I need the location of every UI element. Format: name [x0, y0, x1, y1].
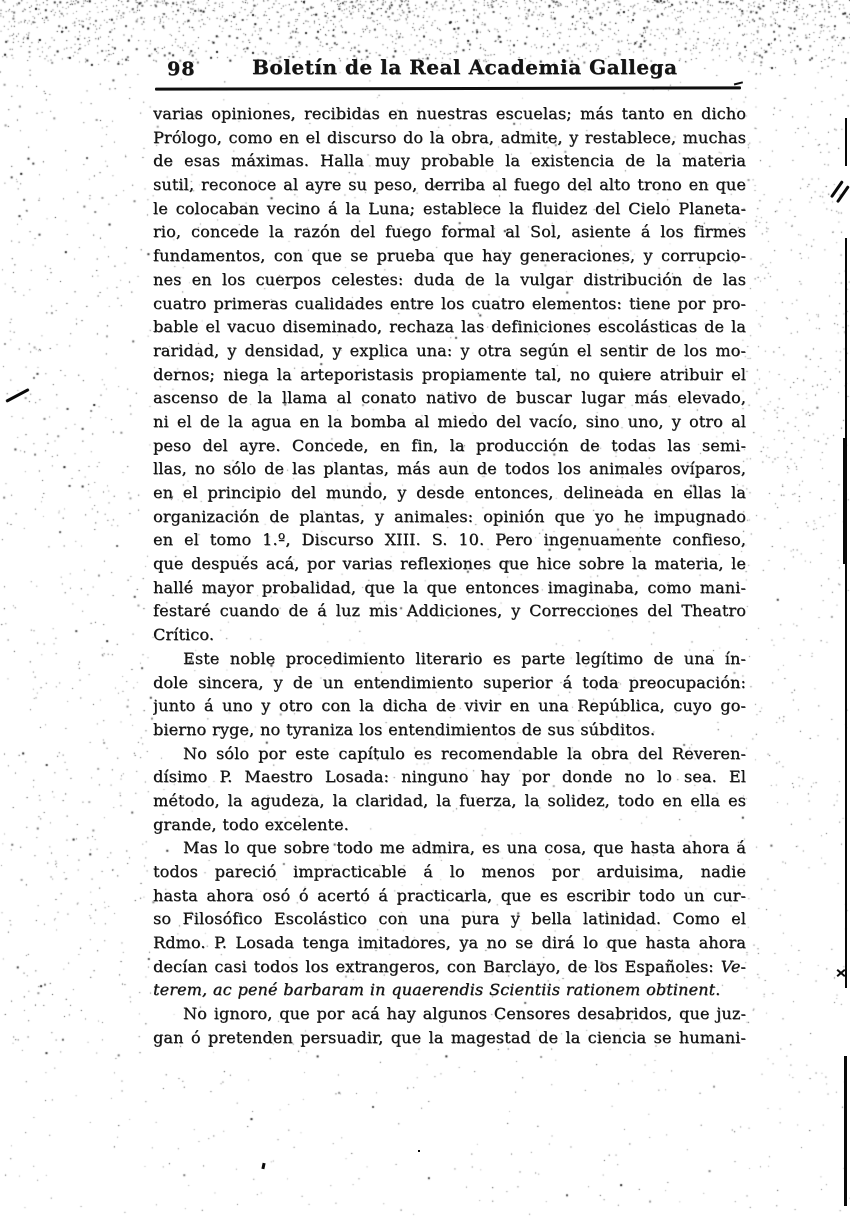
body-text: en el principio del mundo, y desde entonces, delineada en ellas la: [153, 483, 746, 502]
body-text: dole sincera, y de un entendimiento superior á toda preocupación:: [153, 672, 746, 692]
body-text: todos pareció impracticable á lo menos por arduisima, nadie: [153, 862, 746, 881]
text-line: [153, 457, 746, 481]
body-text: cuatro primeras cualidades entre los cuatro elementos: tiene por pro-: [153, 293, 746, 313]
text-line: [153, 931, 746, 955]
text-line: [153, 434, 746, 458]
text-line: [153, 268, 746, 292]
body-text: método, la agudeza, la claridad, la fuerza, la solidez, todo en ella es: [153, 790, 746, 810]
paragraph: [153, 647, 746, 742]
text-line: [153, 907, 746, 931]
text-line: [153, 671, 746, 695]
body-text: raridad, y densidad, y explica una: y otra según el sentir de los mo-: [153, 340, 746, 360]
body-text: hasta ahora osó ó acertó á practicarla, que es escribir todo un cur-: [153, 885, 746, 905]
body-text: No ignoro, que por acá hay algunos Censores desabridos, que juz-: [183, 1004, 746, 1024]
body-text: hallé mayor probalidad, que la que entonces imaginaba, como mani-: [153, 577, 746, 597]
body-text: que después acá, por varias reflexiones que hice sobre la materia, le: [153, 554, 746, 574]
body-text: No sólo por este capítulo es recomendable la obra del Reveren-: [183, 743, 746, 763]
text-line: [153, 742, 746, 766]
body-text: fundamentos, con que se prueba que hay generaciones, y corrupcio-: [153, 246, 746, 266]
body-text: so Filosófico Escolástico con una pura y bella latinidad. Como el: [153, 909, 746, 929]
body-text: ni el de la agua en la bomba al miedo del vacío, sino uno, y otro al: [153, 411, 746, 431]
body-text: junto á uno y otro con la dicha de vivir en una República, cuyo go-: [153, 696, 746, 716]
text-line: [153, 647, 746, 671]
page-edge-shadow: [844, 1056, 847, 1206]
text-line: [153, 102, 746, 126]
text-line: [153, 860, 746, 884]
text-line: [153, 1026, 746, 1050]
body-text: Rdmo. P. Losada tenga imitadores, ya no se dirá lo que hasta ahora: [153, 933, 746, 953]
text-line: [153, 884, 746, 908]
page-edge-shadow: [845, 118, 847, 166]
header-title: Boletín de la Real Academia Gallega: [252, 55, 678, 79]
body-text: varias opiniones, recibidas en nuestras escuelas; más tanto en dicho: [153, 104, 746, 123]
text-line: [153, 789, 746, 813]
text-line: [153, 978, 746, 1002]
body-text: Este noble procedimiento literario es parte legítimo de una ín-: [183, 648, 746, 668]
page-number: 98: [167, 58, 196, 80]
body-text: rio, concede la razón del fuego formal al Sol, asiente á los firmes: [153, 222, 746, 242]
paragraph: [153, 836, 746, 1002]
page-edge-shadow: [843, 438, 847, 564]
text-line: [153, 315, 746, 339]
text-line: [153, 552, 746, 576]
text-line: [153, 623, 746, 647]
body-text: en el tomo 1.º, Discurso XIII. S. 10. Pero ingenuamente confieso,: [153, 530, 746, 550]
body-text: organización de plantas, y animales: opinión que yo he impugnado: [153, 506, 746, 526]
text-line: [153, 363, 746, 387]
text-line: [153, 955, 746, 979]
text-line: [153, 339, 746, 363]
body-text: bierno ryge, no tyraniza los entendimientos de sus súbditos.: [153, 719, 656, 739]
text-line: [153, 505, 746, 529]
body-text: sutil, reconoce al ayre su peso, derriba al fuego del alto trono en que: [153, 175, 746, 195]
body-text: festaré cuando de á luz mis Addiciones, y Correcciones del Theatro: [153, 601, 746, 621]
text-line: [153, 173, 746, 197]
text-line: [153, 292, 746, 316]
text-line: [153, 813, 746, 837]
paragraph: [153, 742, 746, 837]
latin-italic-text: Ve-: [720, 956, 746, 976]
body-text: Prólogo, como en el discurso do la obra, admite, y restablece, muchas: [153, 127, 746, 147]
text-line: [153, 244, 746, 268]
body-text: peso del ayre. Concede, en fin, la producción de todas las semi-: [153, 435, 746, 455]
body-text: llas, no sólo de las plantas, más aun de todos los animales ovíparos,: [153, 459, 746, 479]
body-text: dísimo P. Maestro Losada: ninguno hay por donde no lo sea. El: [153, 767, 746, 787]
text-line: [153, 386, 746, 410]
page-edge-shadow: [845, 238, 847, 988]
text-line: [153, 410, 746, 434]
text-line: [153, 1002, 746, 1026]
body-text: gan ó pretenden persuadir, que la magestad de la ciencia se humani-: [153, 1027, 746, 1047]
text-block: [153, 102, 746, 1050]
body-text: decían casi todos los extrangeros, con Barclayo, de los Españoles:: [153, 956, 721, 976]
body-text: le colocaban vecino á la Luna; establece la fluidez del Cielo Planeta-: [153, 198, 746, 218]
text-line: [153, 765, 746, 789]
text-line: [153, 599, 746, 623]
bottom-stray-dot: [418, 1150, 420, 1152]
body-text: dernos; niega la arteporistasis propiamente tal, no quiere atribuir el: [153, 364, 746, 384]
text-line: [153, 694, 746, 718]
body-text: bable el vacuo diseminado, rechaza las definiciones escolásticas de la: [153, 317, 746, 337]
body-text: ascenso de la llama al conato nativo de buscar lugar más elevado,: [153, 388, 746, 408]
paragraph: [153, 102, 746, 647]
paragraph: [153, 1002, 746, 1049]
text-line: [153, 718, 746, 742]
body-text: Mas lo que sobre todo me admira, es una cosa, que hasta ahora á: [183, 838, 746, 858]
latin-italic-text: terem, ac pené barbaram in quaerendis Scientiis rationem obtinent.: [153, 980, 721, 1000]
body-text: Crítico.: [153, 625, 215, 645]
text-line: [153, 481, 746, 505]
text-line: [153, 528, 746, 552]
text-line: [153, 576, 746, 600]
text-line: [153, 126, 746, 150]
text-line: [153, 836, 746, 860]
text-line: [153, 149, 746, 173]
body-text: nes en los cuerpos celestes: duda de la vulgar distribución de las: [153, 269, 746, 289]
body-text: grande, todo excelente.: [153, 814, 349, 834]
text-line: [153, 197, 746, 221]
body-text: de esas máximas. Halla muy probable la existencia de la materia: [153, 151, 746, 171]
text-line: [153, 220, 746, 244]
